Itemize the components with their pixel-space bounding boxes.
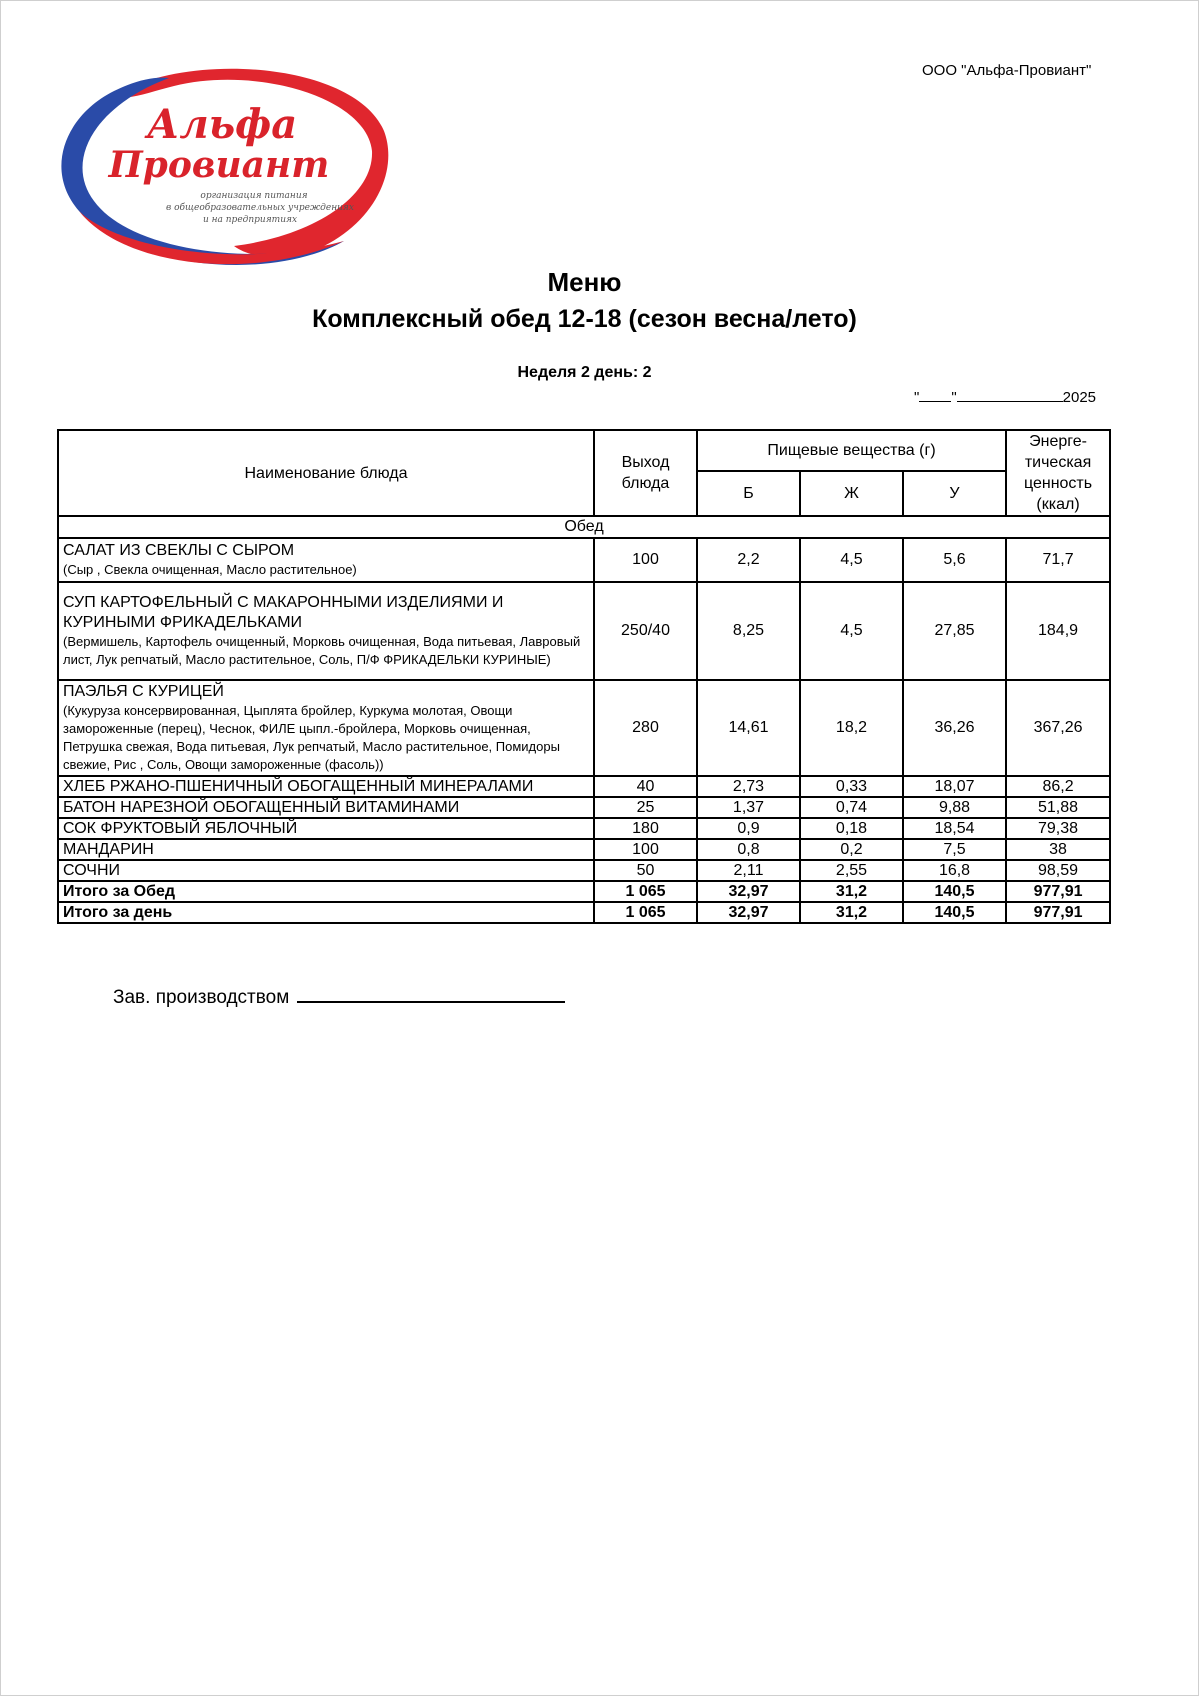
table-row [58, 839, 1110, 860]
carb-cell: 16,8 [903, 860, 1006, 881]
header-name: Наименование блюда [58, 430, 594, 516]
kcal-cell: 51,88 [1006, 797, 1110, 818]
total-row [58, 881, 1110, 902]
day-blank [919, 387, 951, 402]
week-day: Неделя 2 день: 2 [517, 364, 652, 381]
table-row [58, 860, 1110, 881]
yield-cell: 25 [594, 797, 697, 818]
signature-line [297, 982, 565, 1003]
kcal-cell: 184,9 [1006, 582, 1110, 680]
company-name: ООО "Альфа-Провиант" [922, 62, 1092, 79]
carb-cell: 36,26 [903, 680, 1006, 776]
total-fat: 31,2 [800, 881, 903, 902]
year: 2025 [1062, 389, 1097, 406]
header-b: Б [697, 471, 800, 516]
dish-ingredients: (Сыр , Свекла очищенная, Масло растительное) [63, 562, 357, 577]
svg-text:организация питания: организация питания [200, 191, 308, 201]
carb-cell: 18,07 [903, 776, 1006, 797]
yield-cell: 280 [594, 680, 697, 776]
total-label: Итого за Обед [58, 881, 594, 902]
header-energy: Энерге-тическая ценность (ккал) [1006, 430, 1110, 516]
protein-cell: 2,73 [697, 776, 800, 797]
total-yield: 1 065 [594, 881, 697, 902]
dish-name: МАНДАРИН [58, 839, 594, 860]
dish-name: САЛАТ ИЗ СВЕКЛЫ С СЫРОМ [63, 542, 295, 559]
protein-cell: 8,25 [697, 582, 800, 680]
fat-cell: 0,33 [800, 776, 903, 797]
yield-cell: 50 [594, 860, 697, 881]
table-row [58, 797, 1110, 818]
page-subtitle: Комплексный обед 12-18 (сезон весна/лето) [312, 305, 857, 333]
kcal-cell: 367,26 [1006, 680, 1110, 776]
header-u: У [903, 471, 1006, 516]
total-protein: 32,97 [697, 881, 800, 902]
total-protein: 32,97 [697, 902, 800, 923]
header-zh: Ж [800, 471, 903, 516]
fat-cell: 4,5 [800, 538, 903, 582]
total-row [58, 902, 1110, 923]
dish-name: СОК ФРУКТОВЫЙ ЯБЛОЧНЫЙ [58, 818, 594, 839]
table-row [58, 776, 1110, 797]
kcal-cell: 38 [1006, 839, 1110, 860]
kcal-cell: 71,7 [1006, 538, 1110, 582]
fat-cell: 0,2 [800, 839, 903, 860]
kcal-cell: 98,59 [1006, 860, 1110, 881]
dish-name: ПАЭЛЬЯ С КУРИЦЕЙ [63, 683, 224, 700]
total-carb: 140,5 [903, 902, 1006, 923]
fat-cell: 0,74 [800, 797, 903, 818]
table-row [58, 680, 1110, 776]
table-row [58, 818, 1110, 839]
carb-cell: 5,6 [903, 538, 1006, 582]
section-label: Обед [58, 516, 1110, 538]
svg-text:Альфа: Альфа [146, 101, 298, 148]
dish-ingredients: (Вермишель, Картофель очищенный, Морковь очищенная, Вода питьевая, Лавровый лист, Лук репчатый, Масло растительное, Соль, П/Ф ФРИКАДЕЛЬКИ КУРИНЫЕ) [63, 634, 581, 667]
svg-text:в общеобразовательных учрежден: в общеобразовательных учреждениях [166, 203, 354, 213]
total-kcal: 977,91 [1006, 881, 1110, 902]
carb-cell: 18,54 [903, 818, 1006, 839]
total-yield: 1 065 [594, 902, 697, 923]
table-row [58, 582, 1110, 680]
protein-cell: 2,2 [697, 538, 800, 582]
table-row [58, 538, 1110, 582]
svg-text:Провиант: Провиант [108, 144, 330, 186]
dish-name: СОЧНИ [58, 860, 594, 881]
signature-label: Зав. производством [113, 987, 290, 1008]
signature-block [113, 982, 565, 1009]
fat-cell: 4,5 [800, 582, 903, 680]
page-title: Меню [547, 267, 622, 297]
yield-cell: 180 [594, 818, 697, 839]
protein-cell: 0,8 [697, 839, 800, 860]
dish-ingredients: (Кукуруза консервированная, Цыплята бройлер, Куркума молотая, Овощи замороженные (перец), Чеснок, ФИЛЕ цыпл.-бройлера, Морковь очищенная, Петрушка свежая, Вода питьевая, Лук репчатый, Масло растительное, Помидоры свежие, Рис , Соль, Овощи замороженные (фасоль)) [63, 703, 560, 772]
month-blank [957, 387, 1063, 402]
dish-cell [58, 538, 594, 582]
protein-cell: 0,9 [697, 818, 800, 839]
fat-cell: 18,2 [800, 680, 903, 776]
total-fat: 31,2 [800, 902, 903, 923]
dish-name: ХЛЕБ РЖАНО-ПШЕНИЧНЫЙ ОБОГАЩЕННЫЙ МИНЕРАЛАМИ [58, 776, 594, 797]
section-row [58, 516, 1110, 538]
total-carb: 140,5 [903, 881, 1006, 902]
dish-cell [58, 582, 594, 680]
menu-table [57, 429, 1111, 924]
protein-cell: 2,11 [697, 860, 800, 881]
yield-cell: 40 [594, 776, 697, 797]
carb-cell: 27,85 [903, 582, 1006, 680]
carb-cell: 9,88 [903, 797, 1006, 818]
fat-cell: 2,55 [800, 860, 903, 881]
protein-cell: 14,61 [697, 680, 800, 776]
yield-cell: 100 [594, 839, 697, 860]
header-nutrients: Пищевые вещества (г) [697, 430, 1006, 471]
kcal-cell: 79,38 [1006, 818, 1110, 839]
total-kcal: 977,91 [1006, 902, 1110, 923]
kcal-cell: 86,2 [1006, 776, 1110, 797]
yield-cell: 100 [594, 538, 697, 582]
yield-cell: 250/40 [594, 582, 697, 680]
dish-name: СУП КАРТОФЕЛЬНЫЙ С МАКАРОННЫМИ ИЗДЕЛИЯМИ И КУРИНЫМИ ФРИКАДЕЛЬКАМИ [63, 594, 504, 631]
total-label: Итого за день [58, 902, 594, 923]
date-line: " " 2025 [914, 389, 1097, 406]
carb-cell: 7,5 [903, 839, 1006, 860]
protein-cell: 1,37 [697, 797, 800, 818]
header-yield: Выход блюда [594, 430, 697, 516]
fat-cell: 0,18 [800, 818, 903, 839]
dish-cell [58, 680, 594, 776]
company-logo [54, 56, 390, 269]
dish-name: БАТОН НАРЕЗНОЙ ОБОГАЩЕННЫЙ ВИТАМИНАМИ [58, 797, 594, 818]
svg-text:и на предприятиях: и на предприятиях [202, 215, 298, 225]
